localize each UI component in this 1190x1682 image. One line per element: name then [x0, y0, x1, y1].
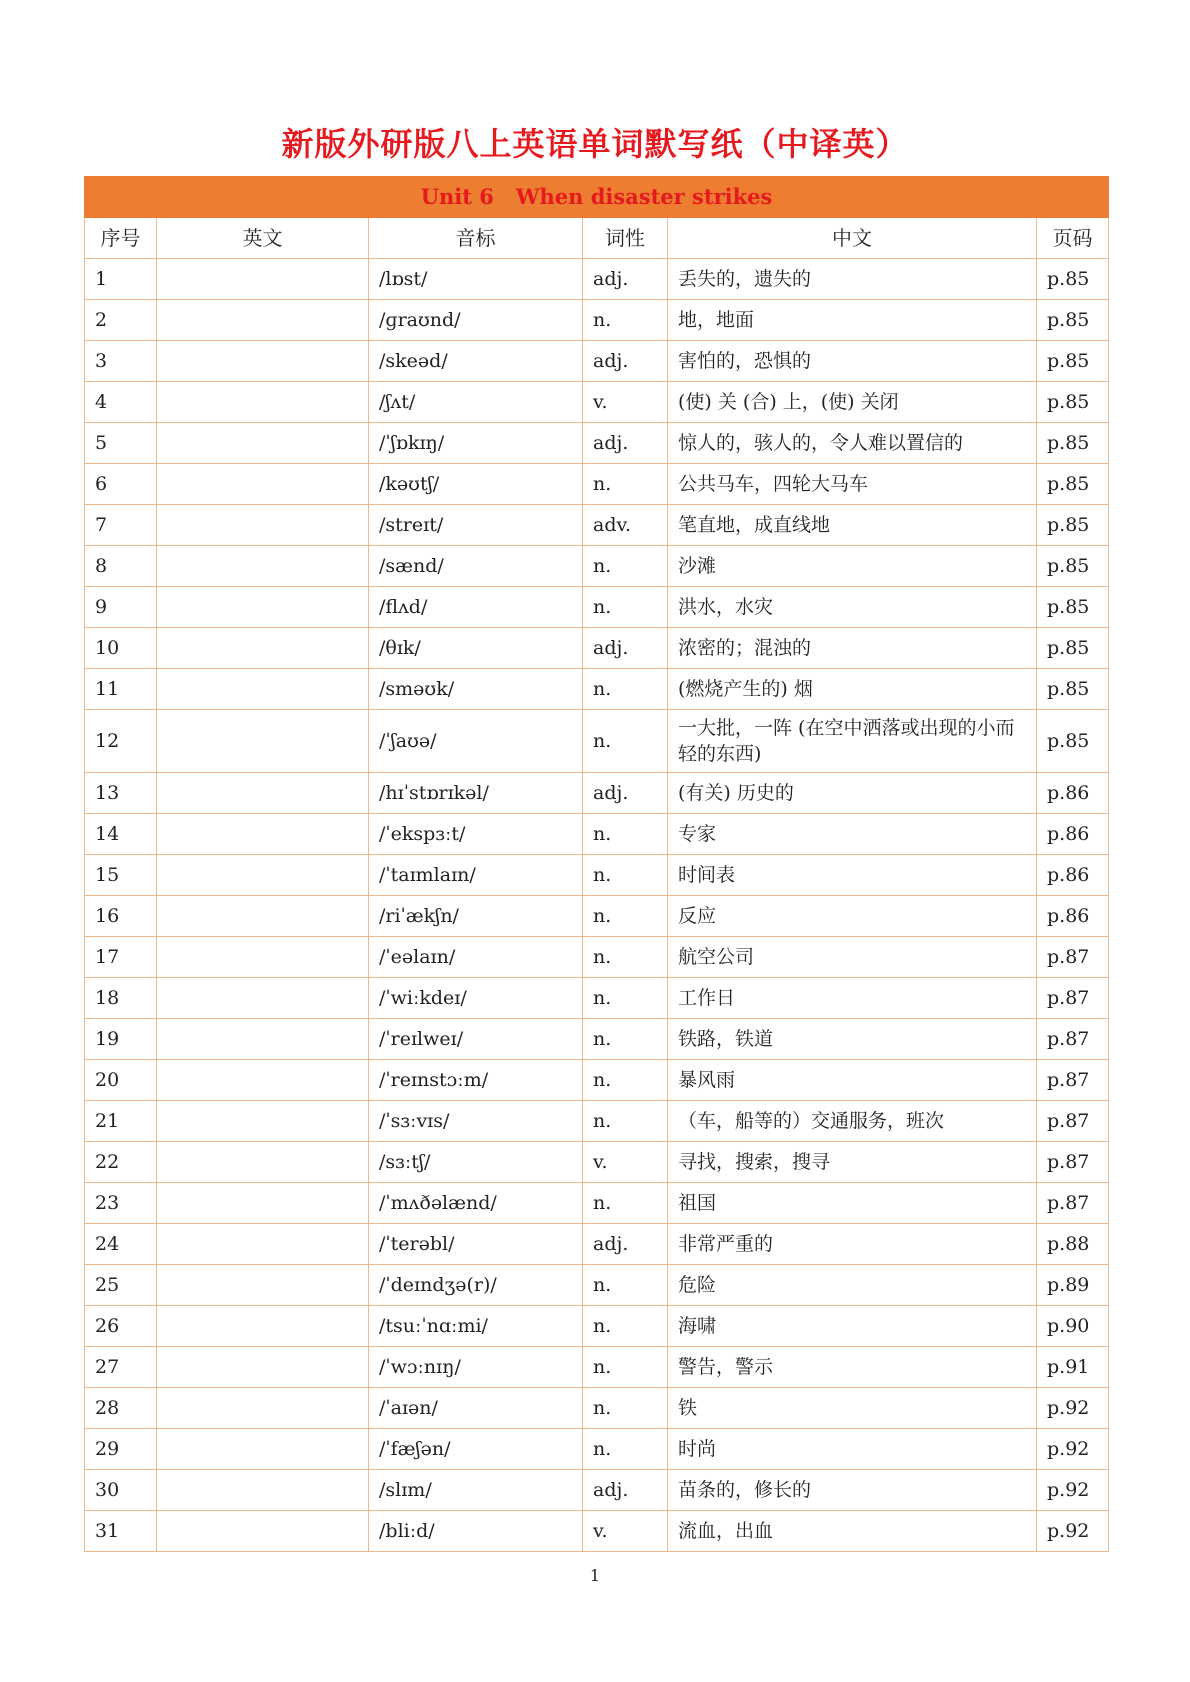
cell-english-blank [157, 1306, 369, 1347]
cell-page: p.88 [1037, 1224, 1109, 1265]
cell-chinese: (燃烧产生的) 烟 [668, 669, 1037, 710]
cell-page: p.85 [1037, 546, 1109, 587]
cell-chinese: 一大批，一阵 (在空中洒落或出现的小而轻的东西) [668, 710, 1037, 773]
cell-page: p.85 [1037, 382, 1109, 423]
cell-phonetic: /sməʊk/ [369, 669, 583, 710]
table-row [85, 1388, 1109, 1429]
cell-page: p.85 [1037, 710, 1109, 773]
cell-part-of-speech: n. [583, 978, 668, 1019]
cell-chinese: 海啸 [668, 1306, 1037, 1347]
cell-phonetic: /ɡraʊnd/ [369, 300, 583, 341]
cell-english-blank [157, 937, 369, 978]
cell-page: p.85 [1037, 505, 1109, 546]
cell-part-of-speech: v. [583, 1511, 668, 1552]
cell-page: p.87 [1037, 1142, 1109, 1183]
cell-part-of-speech: n. [583, 1060, 668, 1101]
cell-chinese: 祖国 [668, 1183, 1037, 1224]
cell-phonetic: /ˈwɔːnɪŋ/ [369, 1347, 583, 1388]
cell-english-blank [157, 1019, 369, 1060]
cell-number: 17 [85, 937, 157, 978]
page-title: 新版外研版八上英语单词默写纸（中译英） [281, 125, 909, 163]
cell-english-blank [157, 1470, 369, 1511]
cell-english-blank [157, 1388, 369, 1429]
cell-chinese: 时尚 [668, 1429, 1037, 1470]
cell-phonetic: /lɒst/ [369, 259, 583, 300]
cell-english-blank [157, 773, 369, 814]
cell-english-blank [157, 1224, 369, 1265]
table-row [85, 1142, 1109, 1183]
cell-phonetic: /sænd/ [369, 546, 583, 587]
cell-page: p.85 [1037, 423, 1109, 464]
cell-part-of-speech: n. [583, 1306, 668, 1347]
cell-chinese: 公共马车，四轮大马车 [668, 464, 1037, 505]
cell-phonetic: /ˈfæʃən/ [369, 1429, 583, 1470]
cell-phonetic: /ˈʃaʊə/ [369, 710, 583, 773]
cell-chinese: 浓密的；混浊的 [668, 628, 1037, 669]
cell-part-of-speech: adj. [583, 773, 668, 814]
cell-phonetic: /ˈreɪlweɪ/ [369, 1019, 583, 1060]
cell-part-of-speech: n. [583, 1019, 668, 1060]
cell-part-of-speech: n. [583, 300, 668, 341]
cell-part-of-speech: adj. [583, 341, 668, 382]
cell-english-blank [157, 505, 369, 546]
cell-number: 3 [85, 341, 157, 382]
cell-phonetic: /flʌd/ [369, 587, 583, 628]
cell-part-of-speech: adj. [583, 1224, 668, 1265]
cell-number: 19 [85, 1019, 157, 1060]
cell-part-of-speech: adj. [583, 259, 668, 300]
cell-part-of-speech: adv. [583, 505, 668, 546]
table-row [85, 587, 1109, 628]
table-row [85, 341, 1109, 382]
cell-phonetic: /riˈækʃn/ [369, 896, 583, 937]
table-row [85, 1429, 1109, 1470]
cell-page: p.92 [1037, 1429, 1109, 1470]
cell-number: 28 [85, 1388, 157, 1429]
cell-number: 26 [85, 1306, 157, 1347]
cell-part-of-speech: n. [583, 896, 668, 937]
cell-part-of-speech: n. [583, 1183, 668, 1224]
vocabulary-rows [85, 259, 1109, 1552]
table-row [85, 300, 1109, 341]
cell-number: 13 [85, 773, 157, 814]
cell-chinese: 害怕的，恐惧的 [668, 341, 1037, 382]
cell-chinese: 惊人的，骇人的，令人难以置信的 [668, 423, 1037, 464]
cell-phonetic: /ˈekspɜːt/ [369, 814, 583, 855]
cell-page: p.85 [1037, 669, 1109, 710]
cell-english-blank [157, 1429, 369, 1470]
cell-page: p.87 [1037, 1060, 1109, 1101]
table-row [85, 896, 1109, 937]
cell-english-blank [157, 1060, 369, 1101]
cell-phonetic: /ˈwiːkdeɪ/ [369, 978, 583, 1019]
cell-english-blank [157, 1183, 369, 1224]
cell-phonetic: /ˈtaɪmlaɪn/ [369, 855, 583, 896]
cell-part-of-speech: n. [583, 1388, 668, 1429]
unit-banner-cell [85, 177, 1109, 218]
cell-page: p.89 [1037, 1265, 1109, 1306]
table-row [85, 1306, 1109, 1347]
header-no: 序号 [85, 218, 157, 259]
cell-chinese: 危险 [668, 1265, 1037, 1306]
cell-page: p.87 [1037, 1019, 1109, 1060]
cell-english-blank [157, 300, 369, 341]
unit-name: When disaster strikes [515, 184, 773, 209]
cell-english-blank [157, 587, 369, 628]
cell-number: 30 [85, 1470, 157, 1511]
cell-page: p.87 [1037, 1101, 1109, 1142]
cell-number: 29 [85, 1429, 157, 1470]
cell-english-blank [157, 341, 369, 382]
cell-chinese: (有关) 历史的 [668, 773, 1037, 814]
cell-english-blank [157, 259, 369, 300]
cell-part-of-speech: adj. [583, 423, 668, 464]
cell-chinese: 寻找，搜索，搜寻 [668, 1142, 1037, 1183]
table-row [85, 937, 1109, 978]
table-row [85, 1101, 1109, 1142]
cell-number: 2 [85, 300, 157, 341]
cell-part-of-speech: v. [583, 382, 668, 423]
cell-part-of-speech: adj. [583, 628, 668, 669]
cell-page: p.85 [1037, 464, 1109, 505]
cell-chinese: 反应 [668, 896, 1037, 937]
cell-phonetic: /ˈsɜːvɪs/ [369, 1101, 583, 1142]
cell-phonetic: /skeəd/ [369, 341, 583, 382]
cell-phonetic: /ˈeəlaɪn/ [369, 937, 583, 978]
cell-english-blank [157, 1142, 369, 1183]
cell-phonetic: /hɪˈstɒrɪkəl/ [369, 773, 583, 814]
cell-chinese: 航空公司 [668, 937, 1037, 978]
table-row [85, 259, 1109, 300]
cell-number: 20 [85, 1060, 157, 1101]
cell-chinese: 工作日 [668, 978, 1037, 1019]
cell-page: p.85 [1037, 259, 1109, 300]
cell-page: p.85 [1037, 300, 1109, 341]
cell-page: p.87 [1037, 978, 1109, 1019]
cell-page: p.86 [1037, 814, 1109, 855]
cell-number: 1 [85, 259, 157, 300]
cell-page: p.86 [1037, 896, 1109, 937]
cell-page: p.92 [1037, 1388, 1109, 1429]
table-row [85, 464, 1109, 505]
cell-number: 12 [85, 710, 157, 773]
cell-english-blank [157, 546, 369, 587]
cell-part-of-speech: n. [583, 669, 668, 710]
table-row [85, 505, 1109, 546]
cell-chinese: 非常严重的 [668, 1224, 1037, 1265]
table-row [85, 628, 1109, 669]
cell-chinese: 时间表 [668, 855, 1037, 896]
cell-chinese: 专家 [668, 814, 1037, 855]
cell-phonetic: /ʃʌt/ [369, 382, 583, 423]
header-phonetic: 音标 [369, 218, 583, 259]
cell-number: 21 [85, 1101, 157, 1142]
table-row [85, 773, 1109, 814]
cell-english-blank [157, 464, 369, 505]
table-row [85, 1060, 1109, 1101]
cell-phonetic: /ˈterəbl/ [369, 1224, 583, 1265]
cell-part-of-speech: n. [583, 937, 668, 978]
cell-number: 22 [85, 1142, 157, 1183]
cell-page: p.91 [1037, 1347, 1109, 1388]
cell-phonetic: /kəʊtʃ/ [369, 464, 583, 505]
cell-page: p.90 [1037, 1306, 1109, 1347]
cell-english-blank [157, 814, 369, 855]
cell-page: p.85 [1037, 341, 1109, 382]
cell-english-blank [157, 382, 369, 423]
cell-chinese: 沙滩 [668, 546, 1037, 587]
cell-english-blank [157, 710, 369, 773]
cell-phonetic: /streɪt/ [369, 505, 583, 546]
cell-number: 23 [85, 1183, 157, 1224]
header-english: 英文 [157, 218, 369, 259]
cell-part-of-speech: n. [583, 1429, 668, 1470]
cell-part-of-speech: n. [583, 1265, 668, 1306]
cell-page: p.87 [1037, 1183, 1109, 1224]
cell-part-of-speech: n. [583, 814, 668, 855]
cell-page: p.86 [1037, 773, 1109, 814]
cell-number: 5 [85, 423, 157, 464]
cell-english-blank [157, 1265, 369, 1306]
cell-phonetic: /θɪk/ [369, 628, 583, 669]
cell-number: 27 [85, 1347, 157, 1388]
cell-chinese: 地，地面 [668, 300, 1037, 341]
cell-number: 14 [85, 814, 157, 855]
cell-number: 4 [85, 382, 157, 423]
cell-part-of-speech: n. [583, 464, 668, 505]
cell-phonetic: /ˈmʌðəlænd/ [369, 1183, 583, 1224]
table-row [85, 669, 1109, 710]
cell-chinese: 苗条的，修长的 [668, 1470, 1037, 1511]
cell-page: p.86 [1037, 855, 1109, 896]
table-row [85, 1511, 1109, 1552]
cell-page: p.85 [1037, 628, 1109, 669]
unit-number: Unit 6 [420, 184, 494, 209]
cell-part-of-speech: n. [583, 546, 668, 587]
cell-chinese: 流血，出血 [668, 1511, 1037, 1552]
header-chinese: 中文 [668, 218, 1037, 259]
table-row [85, 423, 1109, 464]
cell-phonetic: /ˈdeɪndʒə(r)/ [369, 1265, 583, 1306]
cell-number: 31 [85, 1511, 157, 1552]
cell-chinese: 笔直地，成直线地 [668, 505, 1037, 546]
cell-part-of-speech: v. [583, 1142, 668, 1183]
cell-number: 16 [85, 896, 157, 937]
cell-phonetic: /slɪm/ [369, 1470, 583, 1511]
cell-phonetic: /sɜːtʃ/ [369, 1142, 583, 1183]
cell-english-blank [157, 1511, 369, 1552]
table-row [85, 814, 1109, 855]
cell-english-blank [157, 669, 369, 710]
cell-english-blank [157, 423, 369, 464]
cell-number: 25 [85, 1265, 157, 1306]
cell-number: 15 [85, 855, 157, 896]
cell-english-blank [157, 628, 369, 669]
cell-number: 9 [85, 587, 157, 628]
cell-part-of-speech: n. [583, 1347, 668, 1388]
table-row [85, 1224, 1109, 1265]
cell-number: 6 [85, 464, 157, 505]
cell-english-blank [157, 978, 369, 1019]
column-header-row [85, 218, 1109, 259]
cell-page: p.92 [1037, 1470, 1109, 1511]
cell-part-of-speech: adj. [583, 1470, 668, 1511]
cell-chinese: 铁路，铁道 [668, 1019, 1037, 1060]
cell-number: 10 [85, 628, 157, 669]
cell-number: 18 [85, 978, 157, 1019]
page-number: 1 [589, 1566, 601, 1585]
table-row [85, 382, 1109, 423]
cell-part-of-speech: n. [583, 1101, 668, 1142]
cell-chinese: 丢失的，遗失的 [668, 259, 1037, 300]
cell-page: p.85 [1037, 587, 1109, 628]
vocabulary-table [84, 176, 1109, 1552]
table-row [85, 1019, 1109, 1060]
cell-chinese: 洪水，水灾 [668, 587, 1037, 628]
cell-part-of-speech: n. [583, 710, 668, 773]
cell-number: 7 [85, 505, 157, 546]
unit-banner [85, 177, 1109, 218]
table-row [85, 710, 1109, 773]
cell-english-blank [157, 1347, 369, 1388]
cell-chinese: 暴风雨 [668, 1060, 1037, 1101]
cell-number: 8 [85, 546, 157, 587]
cell-part-of-speech: n. [583, 587, 668, 628]
cell-english-blank [157, 855, 369, 896]
cell-number: 11 [85, 669, 157, 710]
cell-phonetic: /ˈaɪən/ [369, 1388, 583, 1429]
cell-page: p.92 [1037, 1511, 1109, 1552]
cell-english-blank [157, 896, 369, 937]
cell-part-of-speech: n. [583, 855, 668, 896]
cell-chinese: 警告，警示 [668, 1347, 1037, 1388]
header-page: 页码 [1037, 218, 1109, 259]
table-row [85, 1265, 1109, 1306]
header-pos: 词性 [583, 218, 668, 259]
table-row [85, 1183, 1109, 1224]
table-row [85, 546, 1109, 587]
cell-phonetic: /ˈʃɒkɪŋ/ [369, 423, 583, 464]
cell-english-blank [157, 1101, 369, 1142]
table-row [85, 1470, 1109, 1511]
cell-phonetic: /bliːd/ [369, 1511, 583, 1552]
table-row [85, 1347, 1109, 1388]
table-row [85, 855, 1109, 896]
cell-number: 24 [85, 1224, 157, 1265]
cell-chinese: （车，船等的）交通服务，班次 [668, 1101, 1037, 1142]
cell-page: p.87 [1037, 937, 1109, 978]
cell-phonetic: /ˈreɪnstɔːm/ [369, 1060, 583, 1101]
cell-phonetic: /tsuːˈnɑːmi/ [369, 1306, 583, 1347]
cell-chinese: (使) 关 (合) 上，(使) 关闭 [668, 382, 1037, 423]
cell-chinese: 铁 [668, 1388, 1037, 1429]
table-row [85, 978, 1109, 1019]
